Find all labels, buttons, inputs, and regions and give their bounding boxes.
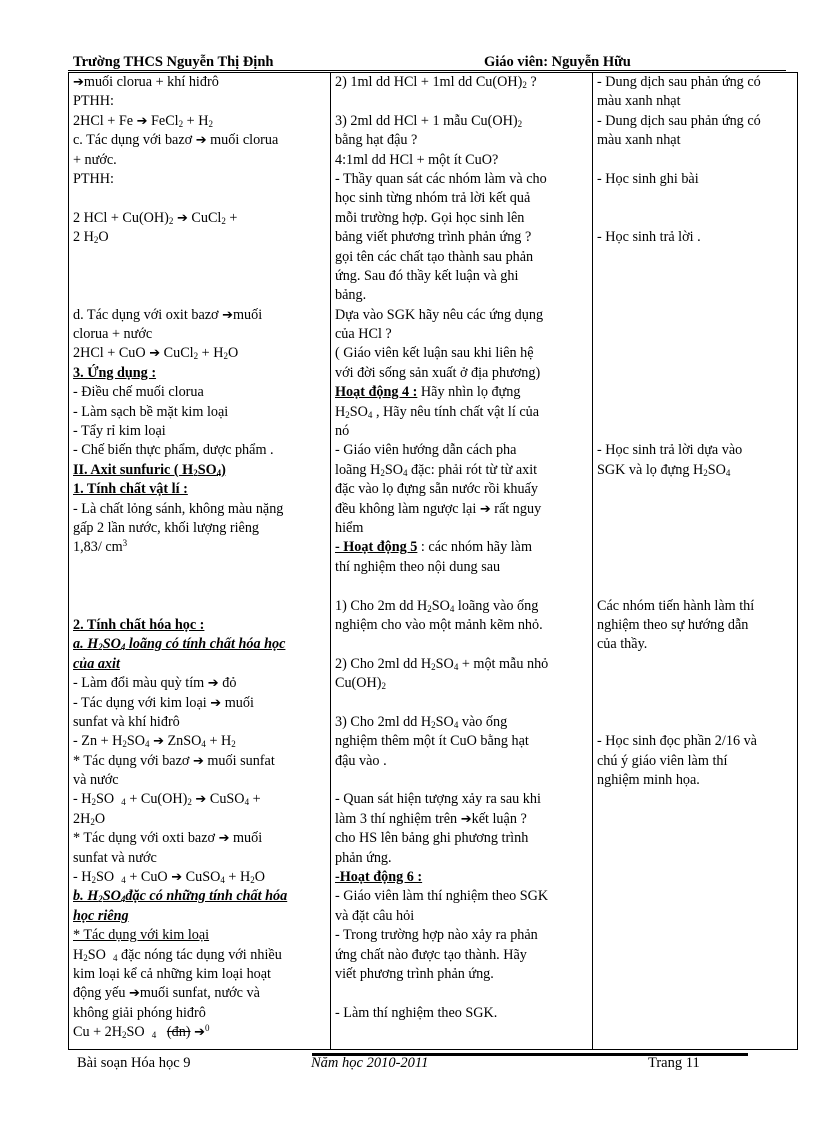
text-line: - Trong trường hợp nào xảy ra phản — [335, 927, 538, 944]
text-line — [335, 403, 588, 422]
text-line: 2 — [221, 215, 226, 226]
text-line: Dựa vào SGK hãy nêu các ứng dụng — [335, 306, 544, 323]
text-line: SO — [349, 403, 368, 420]
arrow-icon: ➔ — [479, 501, 491, 517]
text-line: - Dung dịch sau phản ứng có — [597, 74, 761, 90]
text-line: gấp 2 lần nước, khối lượng riêng — [73, 519, 260, 536]
text-line — [73, 73, 326, 92]
text-line: vào ống — [458, 713, 508, 730]
text-line: cho HS lên bảng ghi phương trình — [335, 830, 529, 847]
text-line — [73, 635, 326, 654]
text-line: * Tác dụng với bazơ — [73, 752, 190, 769]
text-line: 2 — [431, 719, 436, 730]
text-line: 2 — [91, 875, 97, 886]
text-line: đặc có những tính chất hóa — [125, 888, 288, 905]
text-line: - Tẩy rỉ kim loại — [73, 423, 166, 440]
arrow-icon: ➔ — [207, 676, 219, 692]
text-line: SO — [126, 733, 146, 750]
text-line: SO — [102, 888, 121, 905]
text-line: chú ý giáo viên làm thí — [597, 752, 728, 769]
lesson-table — [68, 72, 798, 1050]
text-line — [73, 984, 326, 1003]
text-line — [73, 694, 326, 713]
text-line: 4 — [216, 467, 222, 478]
text-line: đặc vào lọ đựng sẵn nước rồi khuấy — [335, 481, 538, 498]
text-line: SO — [126, 1024, 145, 1041]
text-line: - Làm đổi màu quỳ tím — [73, 675, 205, 692]
text-line — [335, 597, 588, 616]
text-line: 2 — [122, 739, 127, 750]
text-line: 2 $H_2O$ — [73, 229, 109, 246]
text-line: bảng. — [335, 287, 367, 304]
text-line: muối — [233, 306, 263, 323]
text-line: 3) Cho 2ml dd H — [335, 713, 432, 730]
text-line: - Thầy quan sát các nhóm làm và cho — [335, 170, 547, 187]
text-line: - Giáo viên làm thí nghiệm theo SGK — [335, 888, 549, 905]
text-line: nghiệm theo sự hướng dẫn — [597, 616, 749, 633]
text-line: CuCl — [163, 345, 194, 362]
text-line: với đời sống sản xuất ở địa phương) — [335, 364, 541, 381]
section-heading: 3. Ứng dụng : — [73, 364, 157, 381]
text-line: c. Tác dụng với bazơ — [73, 132, 193, 149]
text-line: sunfat và khí hiđrô — [73, 713, 180, 730]
text-line: SO — [384, 461, 403, 478]
text-line: SO — [96, 791, 115, 808]
text-line: - Học sinh đọc phần 2/16 và — [597, 733, 757, 750]
text-line: 4 — [120, 894, 126, 905]
text-line — [73, 790, 326, 809]
text-line: bằng hạt đậu ? — [335, 132, 418, 149]
student-activity-column — [593, 73, 798, 1050]
arrow-icon: ➔ — [218, 831, 230, 847]
text-line: 4 — [112, 952, 118, 963]
page-number: Trang 11 — [648, 1055, 700, 1071]
text-line: muối — [233, 830, 263, 847]
text-line: 2 — [345, 409, 350, 420]
text-line: 2 — [427, 603, 432, 614]
arrow-icon: ➔ — [136, 113, 148, 129]
text-line: loãng có tính chất hóa học — [125, 636, 286, 653]
text-line: ZnSO — [167, 733, 202, 750]
text-line: - Làm thí nghiệm theo SGK. — [335, 1004, 498, 1021]
text-line: : các nhóm hãy làm — [417, 539, 533, 556]
text-line: 4 — [151, 1030, 157, 1041]
text-line — [73, 946, 326, 965]
text-line: CuSO — [209, 791, 245, 808]
text-line: 2 — [193, 351, 199, 362]
text-line: - H — [73, 869, 92, 886]
text-line: 2 — [223, 351, 228, 362]
arrow-icon: ➔ — [73, 75, 84, 90]
text-line: 1) Cho 2m dd H — [335, 597, 428, 614]
text-line: - Học sinh ghi bài — [597, 170, 699, 187]
text-line: 2 — [178, 118, 184, 129]
text-line: gọi tên các chất tạo thành sau phản — [335, 248, 534, 265]
text-line: CuCl — [191, 209, 222, 226]
text-line: đậu vào . — [335, 752, 387, 769]
text-line: + H — [198, 345, 224, 362]
text-line: 4 — [121, 797, 126, 808]
text-line: Hãy nhìn lọ đựng — [417, 384, 521, 401]
text-line: * Tác dụng với kim loại — [73, 927, 210, 944]
text-line: 2H — [73, 810, 91, 827]
section-heading — [73, 461, 326, 480]
text-line: bảng viết phương trình phản ứng ? — [335, 229, 532, 246]
text-line — [73, 209, 326, 228]
text-line: làm 3 thí nghiệm trên — [335, 810, 458, 827]
text-line: O — [254, 869, 265, 886]
text-line: 2 — [517, 118, 523, 129]
text-line — [335, 383, 588, 402]
text-line — [73, 887, 326, 906]
text-line: 4 — [453, 661, 459, 672]
text-line: của thầy. — [597, 636, 648, 653]
text-line: SO — [197, 461, 217, 478]
text-line: muối clorua + khí hiđrô — [83, 74, 219, 90]
text-line: 2 — [522, 80, 527, 90]
text-line: 4 — [453, 719, 459, 730]
text-line: muối clorua — [210, 132, 279, 149]
text-line: màu xanh nhạt — [597, 93, 681, 110]
text-line: + H — [183, 112, 209, 129]
text-line: ) — [221, 461, 226, 478]
text-line: clorua + nước — [73, 326, 153, 343]
text-line — [335, 713, 588, 732]
text-line — [335, 500, 588, 519]
activity-heading: -Hoạt động 6 : — [335, 869, 423, 886]
text-line: học sinh từng nhóm trả lời kết quả — [335, 190, 531, 207]
text-line: 2 — [93, 235, 99, 246]
text-line: 4:1ml dd HCl + một ít CuO? — [335, 151, 499, 168]
text-line: + CuO — [129, 869, 168, 886]
text-line: - Quan sát hiện tượng xảy ra sau khi — [335, 791, 541, 808]
text-line: học riêng — [73, 907, 129, 924]
text-line: PTHH: — [73, 93, 114, 110]
text-line: PTHH: — [73, 170, 114, 187]
section-heading: 1. Tính chất vật lí : — [73, 481, 188, 498]
arrow-icon: ➔ — [194, 1025, 205, 1041]
text-line: 4 — [449, 603, 455, 614]
text-line: không giải phóng hiđrô — [73, 1004, 206, 1021]
text-line: 2) 1ml dd HCl + 1ml dd Cu(OH) — [335, 74, 523, 90]
text-line: 4 — [244, 797, 250, 808]
text-line: + H — [205, 733, 232, 750]
text-line: - Giáo viên hướng dẫn cách pha — [335, 442, 517, 459]
text-line: đều không làm ngược lại — [335, 500, 477, 517]
text-line — [73, 810, 326, 829]
text-line — [335, 655, 588, 674]
text-line: 2 — [168, 215, 174, 226]
text-line: + — [249, 791, 261, 808]
text-line — [73, 674, 326, 693]
text-line: 4 — [201, 739, 206, 750]
text-line: nó — [335, 423, 350, 440]
text-line — [73, 752, 326, 771]
text-line: - Là chất lỏng sánh, không màu nặng — [73, 500, 284, 517]
arrow-icon: ➔ — [176, 210, 188, 226]
text-line: muối sunfat, nước và — [139, 985, 260, 1002]
arrow-icon: ➔ — [222, 307, 234, 323]
text-line: sunfat và nước — [73, 849, 157, 866]
text-line: và đặt câu hỏi — [335, 907, 415, 924]
text-line: mỗi trường hợp. Gọi học sinh lên — [335, 209, 525, 226]
text-line: 2 — [381, 681, 386, 692]
text-line: H — [73, 946, 84, 963]
footer-title: Bài soạn Hóa học 9 — [77, 1055, 191, 1071]
activity-heading: - Hoạt động 5 — [335, 539, 418, 556]
arrow-icon: ➔ — [195, 792, 207, 808]
arrow-icon: ➔ — [192, 753, 204, 769]
text-line: - Làm sạch bề mặt kim loại — [73, 403, 229, 420]
text-line: nghiệm thêm một ít CuO bằng hạt — [335, 733, 529, 750]
text-line: a. H — [73, 636, 99, 653]
text-line: SO — [707, 461, 726, 478]
arrow-icon: ➔ — [460, 811, 472, 827]
arrow-icon: ➔ — [128, 986, 140, 1002]
text-line: nghiệm minh họa. — [597, 772, 700, 789]
text-line: 2 — [208, 118, 213, 129]
text-line — [73, 306, 326, 325]
text-line: 4 — [121, 875, 126, 886]
text-line — [73, 131, 326, 150]
text-line: ứng chất nào được tạo thành. Hãy — [335, 946, 527, 963]
arrow-icon: ➔ — [153, 734, 164, 750]
text-line: ứng. Sau đó thầy kết luận và ghi — [335, 267, 519, 284]
text-line — [73, 829, 326, 848]
text-line: 2 — [91, 797, 97, 808]
text-line: 0 — [204, 1023, 210, 1034]
text-line: - Học sinh trả lời . — [597, 229, 701, 246]
text-line: của axit — [73, 655, 120, 672]
text-line: 2 — [98, 894, 103, 905]
text-line: 2 — [231, 739, 236, 750]
text-line — [73, 1023, 326, 1042]
text-line — [335, 674, 588, 693]
text-line: SO — [435, 713, 454, 730]
text-line: + nước. — [73, 151, 117, 168]
footer-rule — [312, 1049, 748, 1050]
text-line: 2 — [703, 467, 708, 478]
text-line: 2 HCl + Cu(OH) — [73, 209, 169, 226]
text-line: 2 — [380, 467, 385, 478]
text-line: + H — [224, 869, 251, 886]
text-line: - H — [73, 791, 92, 808]
text-line: 2 — [83, 952, 88, 963]
text-line: và nước — [73, 772, 119, 789]
text-line: đặc nóng tác dụng với nhiều — [121, 946, 282, 963]
text-line: , Hãy nêu tính chất vật lí của — [372, 403, 540, 420]
text-line: đặc: phải rót từ từ axit — [407, 461, 538, 478]
text-line: 2HCl + CuO ➔ CuCl$_2$ + $H_2O$ — [73, 345, 239, 362]
text-line: Các nhóm tiến hành làm thí — [597, 597, 755, 614]
text-line: rất nguy — [494, 500, 542, 517]
text-line — [597, 461, 793, 480]
text-line: + một mẫu nhỏ — [458, 655, 549, 672]
text-line: nghiệm cho vào một mảnh kẽm nhỏ. — [335, 616, 543, 633]
footer-year: Năm học 2010-2011 — [311, 1055, 429, 1071]
text-line: 4 — [220, 875, 225, 886]
text-line — [73, 868, 326, 887]
text-line: viết phương trình phản ứng. — [335, 965, 494, 982]
text-line: 4 — [725, 467, 731, 478]
text-line: SO — [96, 869, 115, 886]
text-line: của HCl ? — [335, 326, 392, 343]
text-line: màu xanh nhạt — [597, 132, 681, 149]
text-line — [73, 538, 326, 557]
text-line: Cu(OH) — [335, 675, 382, 692]
text-line: SO — [87, 946, 106, 963]
text-line — [335, 73, 588, 92]
text-line: loãng H — [335, 461, 381, 478]
text-line: SO — [102, 636, 121, 653]
text-line: - Dung dịch sau phản ứng có — [597, 112, 761, 129]
text-line: 2) Cho 2ml dd H — [335, 655, 432, 672]
text-line: loãng vào ống — [454, 597, 539, 614]
school-name: Trường THCS Nguyễn Thị Định — [73, 54, 274, 70]
text-line: - Chế biến thực phẩm, dược phẩm . — [73, 442, 274, 459]
text-line: SO — [435, 655, 454, 672]
text-line: FeCl — [151, 112, 179, 129]
header-rule — [68, 70, 786, 71]
content-column — [69, 73, 331, 1050]
text-line: 4 — [367, 409, 373, 420]
text-line: muối — [224, 694, 254, 711]
text-line — [73, 732, 326, 751]
activity-heading: Hoạt động 4 : — [335, 384, 418, 401]
text-line: 3) 2ml dd HCl + 1 mẫu Cu(OH) — [335, 112, 518, 129]
text-line — [335, 810, 588, 829]
text-line: + Cu(OH) — [125, 791, 188, 808]
text-line — [335, 461, 588, 480]
text-line: O — [94, 810, 106, 827]
text-line: (đn) — [166, 1024, 191, 1041]
text-line: - Tác dụng với kim loại — [73, 694, 207, 711]
text-line: 3 — [122, 538, 128, 549]
text-line: CuSO — [185, 869, 221, 886]
text-line: SGK và lọ đựng H — [597, 461, 704, 478]
arrow-icon: ➔ — [210, 695, 222, 711]
text-line: 1,83/ cm — [73, 539, 123, 556]
text-line: 4 — [145, 739, 150, 750]
text-line: - Điều chế muối clorua — [73, 384, 204, 401]
text-line: kim loại kể cả những kim loại hoạt — [73, 965, 271, 982]
text-line: 2HCl + CuO — [73, 345, 146, 362]
text-line — [73, 112, 326, 131]
text-line: H — [335, 403, 346, 420]
teacher-activity-column — [331, 73, 593, 1050]
text-line: kết luận ? — [471, 810, 527, 827]
text-line: 2 — [431, 661, 436, 672]
text-line: phản ứng. — [335, 849, 392, 866]
text-line: d. Tác dụng với oxit bazơ — [73, 306, 219, 323]
text-line: 2 — [193, 467, 198, 478]
text-line: 4 — [402, 467, 408, 478]
text-line: b. H — [73, 888, 99, 905]
text-line: 4 — [120, 642, 126, 653]
text-line — [335, 538, 588, 557]
text-line: - Học sinh trả lời dựa vào — [597, 442, 743, 459]
text-line: muối sunfat — [207, 752, 275, 769]
teacher-name: Giáo viên: Nguyễn Hữu — [484, 54, 631, 70]
text-line: - Zn + H — [73, 733, 123, 750]
arrow-icon: ➔ — [195, 133, 207, 149]
text-line — [335, 112, 588, 131]
text-line: 2 — [187, 797, 192, 808]
text-line: Cu + 2H — [73, 1024, 122, 1041]
text-line: SO — [431, 597, 450, 614]
section-heading: 2. Tính chất hóa học : — [73, 616, 205, 633]
text-line: 2HCl + Fe — [73, 112, 134, 129]
text-line: 2 — [122, 1030, 127, 1041]
text-line: II. Axit sunfuric ( H — [73, 461, 194, 478]
text-line: thí nghiệm theo nội dung sau — [335, 558, 501, 575]
text-line: 2 H — [73, 229, 94, 246]
text-line: ( Giáo viên kết luận sau khi liên hệ — [335, 345, 534, 362]
text-line: + — [225, 209, 238, 226]
arrow-icon: ➔ — [149, 346, 161, 362]
text-line: 2 — [98, 642, 103, 653]
text-line: 2 — [90, 816, 95, 827]
text-line: 2 — [250, 875, 255, 886]
text-line: đỏ — [222, 675, 237, 692]
text-line: * Tác dụng với oxti bazơ — [73, 830, 216, 847]
arrow-icon: ➔ — [171, 870, 183, 886]
text-line: động yếu — [73, 985, 126, 1002]
text-line: hiểm — [335, 519, 364, 536]
text-line: ? — [526, 74, 537, 90]
